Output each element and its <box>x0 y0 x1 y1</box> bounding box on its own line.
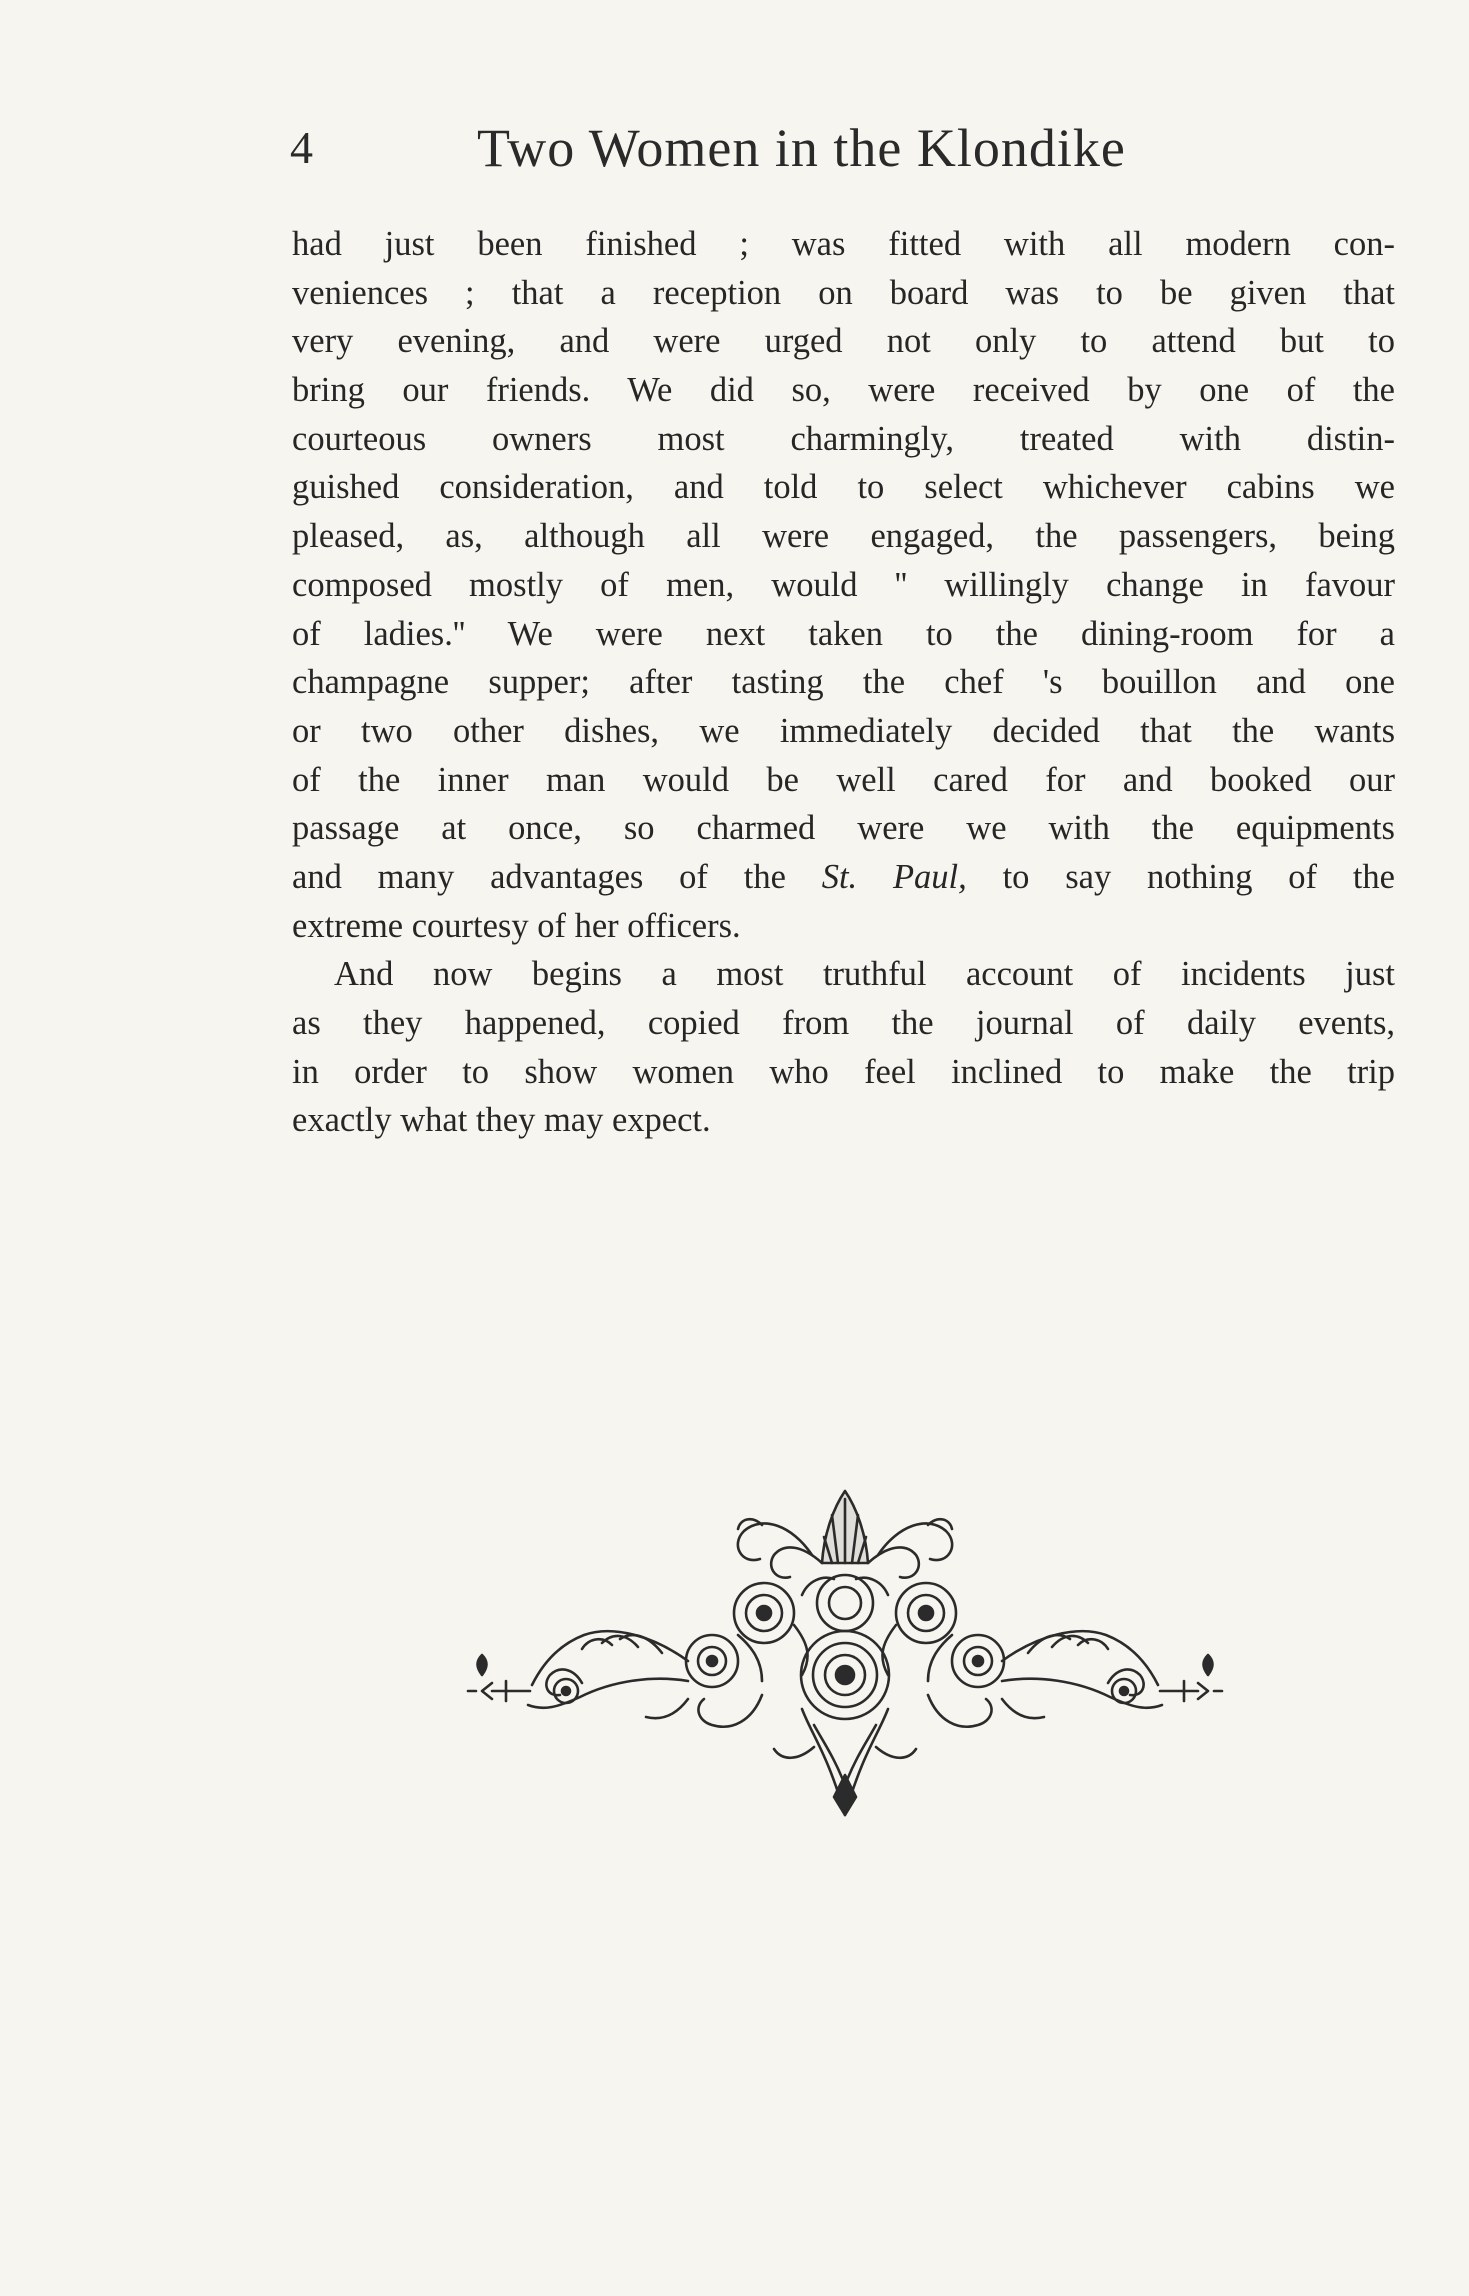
page-number: 4 <box>290 122 313 173</box>
text-line: composed mostly of men, would '' willingly change in favour <box>292 565 1395 604</box>
running-title: Two Women in the Klondike <box>477 118 1126 178</box>
paragraph-1 <box>292 220 1395 950</box>
text-line: in order to show women who feel inclined to make the trip <box>292 1052 1395 1091</box>
text-line: passage at once, so charmed were we with the equipments <box>292 809 1395 848</box>
text-segment: to say nothing of the <box>966 857 1395 896</box>
text-line: guished consideration, and told to select whichever cabins we <box>292 468 1395 507</box>
ship-name-italic: St. Paul, <box>821 857 967 896</box>
text-line: of the inner man would be well cared for and booked our <box>292 760 1395 799</box>
text-line: of ladies.'' We were next taken to the dining-room for a <box>292 614 1395 653</box>
text-line: had just been finished ; was fitted with all modern con- <box>292 225 1395 263</box>
text-line: very evening, and were urged not only to attend but to <box>292 322 1395 361</box>
text-line: veniences ; that a reception on board was to be given that <box>292 273 1395 312</box>
text-line-with-ship-name <box>292 853 1395 902</box>
text-segment: and many advantages of the <box>292 857 822 896</box>
text-line: as they happened, copied from the journal of daily events, <box>292 1004 1395 1042</box>
text-line: exactly what they may expect. <box>292 1101 711 1140</box>
text-line: or two other dishes, we immediately decided that the wants <box>292 711 1395 750</box>
text-line: extreme courtesy of her officers. <box>292 906 741 945</box>
text-line: bring our friends. We did so, were received by one of the <box>292 371 1395 410</box>
text-line: And now begins a most truthful account of incidents just <box>334 955 1395 994</box>
running-head <box>290 118 1400 178</box>
text-line: champagne supper; after tasting the chef 's bouillon and one <box>292 663 1395 702</box>
body-text <box>292 220 1395 1145</box>
decorative-ornament-icon <box>462 1485 1228 1825</box>
text-line: courteous owners most charmingly, treated with distin- <box>292 419 1395 458</box>
paragraph-2 <box>292 950 1395 1145</box>
text-line: pleased, as, although all were engaged, the passengers, being <box>292 517 1395 556</box>
